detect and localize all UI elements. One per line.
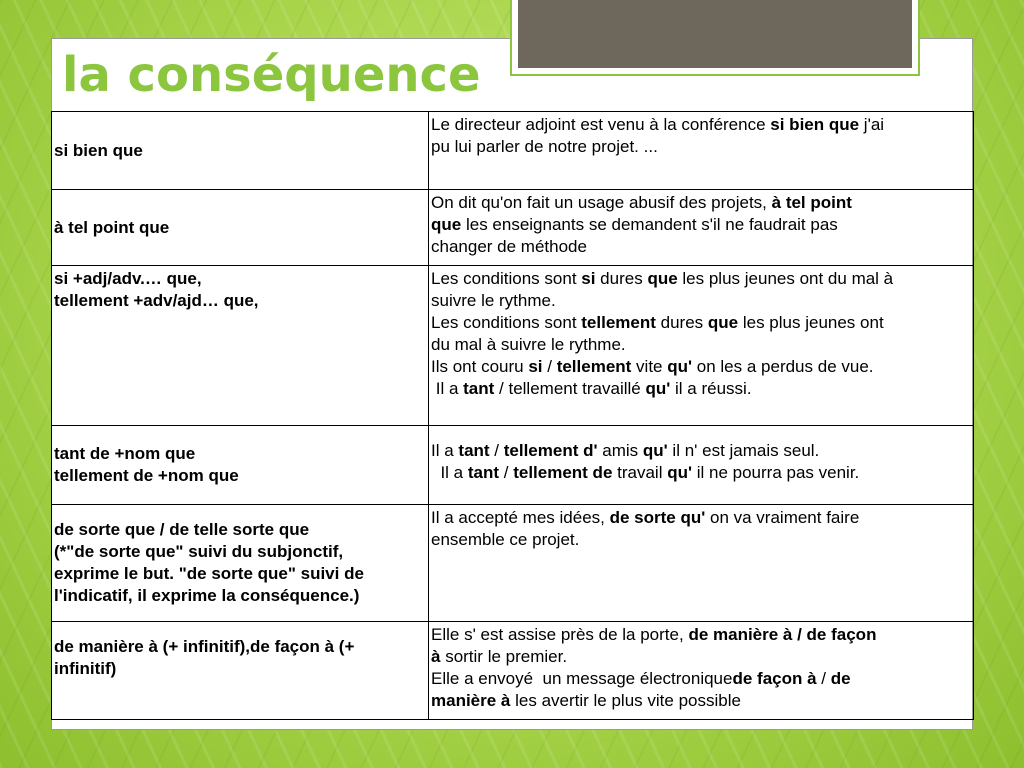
example-line: que les enseignants se demandent s'il ne faudrait pas	[431, 215, 838, 234]
table-row	[52, 190, 974, 266]
table-row	[52, 426, 974, 505]
term-line: de manière à (+ infinitif),de façon à (+	[54, 637, 355, 656]
example-line: suivre le rythme.	[431, 291, 556, 310]
term-line: infinitif)	[54, 659, 117, 678]
term-line: si bien que	[54, 140, 143, 160]
term-line: l'indicatif, il exprime la conséquence.)	[54, 586, 360, 605]
term-cell	[52, 622, 429, 720]
term-line: tellement de +nom que	[54, 466, 239, 485]
example-line: à sortir le premier.	[431, 647, 568, 666]
example-line: Elle s' est assise près de la porte, de manière à / de façon	[431, 625, 877, 644]
term-cell	[52, 266, 429, 426]
example-line: On dit qu'on fait un usage abusif des projets, à tel point	[431, 193, 852, 212]
table-row	[52, 505, 974, 622]
example-line: du mal à suivre le rythme.	[431, 335, 626, 354]
term-line: tant de +nom que	[54, 444, 196, 463]
example-cell	[429, 505, 974, 622]
term-line: à tel point que	[54, 217, 170, 237]
example-line: Elle a envoyé un message électroniquede façon à / de	[431, 669, 851, 688]
term-line: exprime le but. "de sorte que" suivi de	[54, 564, 364, 583]
phrase-table	[51, 111, 974, 720]
term-cell	[52, 190, 429, 266]
example-line: Il a tant / tellement travaillé qu' il a réussi.	[431, 379, 752, 398]
example-line: Ils ont couru si / tellement vite qu' on les a perdus de vue.	[431, 357, 874, 376]
term-line: tellement +adv/ajd… que,	[54, 291, 259, 310]
term-cell	[52, 112, 429, 190]
example-cell	[429, 426, 974, 505]
example-line: ensemble ce projet.	[431, 530, 580, 549]
term-line: (*"de sorte que" suivi du subjonctif,	[54, 542, 344, 561]
example-line: Il a tant / tellement de travail qu' il ne pourra pas venir.	[431, 463, 860, 482]
title-tab-decoration	[510, 0, 920, 76]
example-line: changer de méthode	[431, 237, 587, 256]
example-line: Il a accepté mes idées, de sorte qu' on va vraiment faire	[431, 508, 860, 527]
example-cell	[429, 266, 974, 426]
term-cell	[52, 505, 429, 622]
table-row	[52, 112, 974, 190]
example-line: Le directeur adjoint est venu à la conférence si bien que j'ai	[431, 115, 885, 134]
title-tab-fill	[518, 0, 912, 68]
example-cell	[429, 622, 974, 720]
table-row	[52, 266, 974, 426]
example-line: Les conditions sont tellement dures que les plus jeunes ont	[431, 313, 884, 332]
table-row	[52, 622, 974, 720]
table-wrapper	[51, 111, 973, 720]
slide-title: la conséquence	[62, 47, 481, 103]
term-line: si +adj/adv.… que,	[54, 269, 202, 288]
term-line: de sorte que / de telle sorte que	[54, 520, 310, 539]
example-line: Les conditions sont si dures que les plus jeunes ont du mal à	[431, 269, 894, 288]
example-cell	[429, 112, 974, 190]
example-cell	[429, 190, 974, 266]
example-line: manière à les avertir le plus vite possible	[431, 691, 741, 710]
term-cell	[52, 426, 429, 505]
example-line: pu lui parler de notre projet. ...	[431, 137, 658, 156]
example-line: Il a tant / tellement d' amis qu' il n' est jamais seul.	[431, 441, 820, 460]
